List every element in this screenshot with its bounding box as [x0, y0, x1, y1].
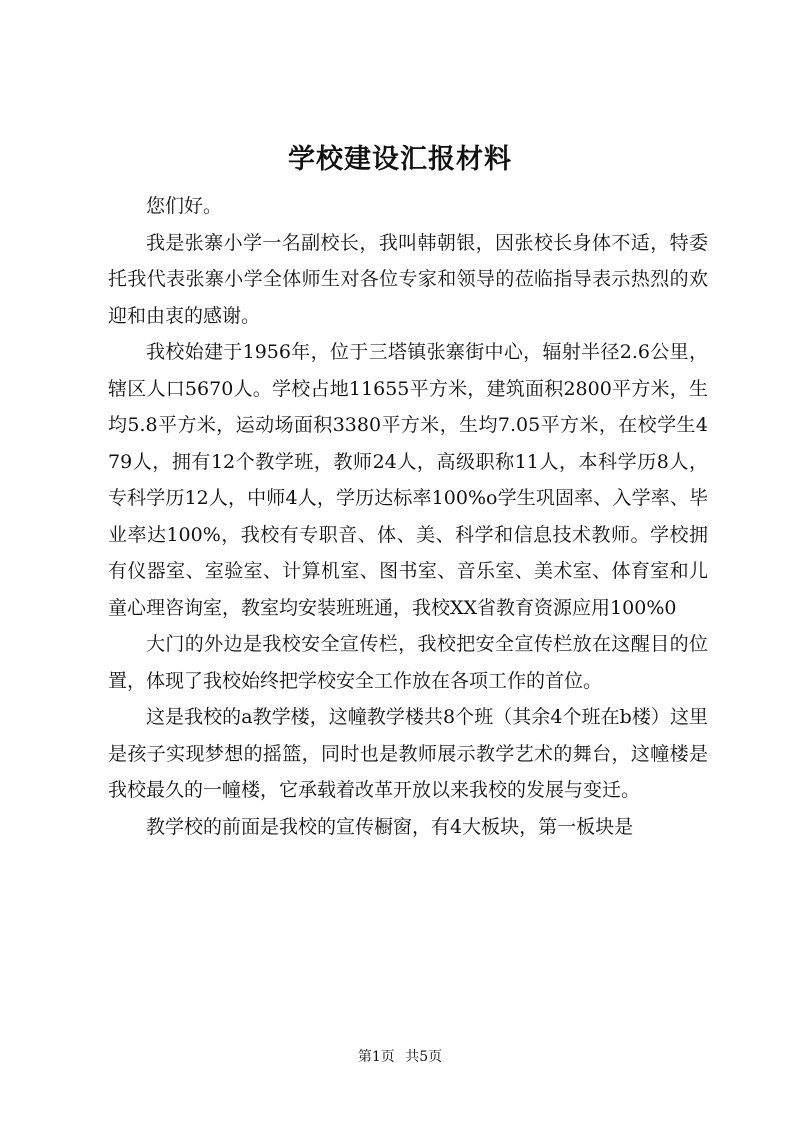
document-title: 学校建设汇报材料 [288, 144, 512, 175]
paragraph-showcase: 教学校的前面是我校的宣传橱窗，有4大板块，第一板块是 [146, 815, 634, 838]
paragraph-safety-board: 大门的外边是我校安全宣传栏，我校把安全宣传栏放在这醒目的位置，体现了我校始终把学校安全工作放在各项工作的首位。 [108, 633, 708, 692]
paragraph-introduction: 我是张寨小学一名副校长，我叫韩朝银，因张校长身体不适，特委托我代表张寨小学全体师生对各位专家和领导的莅临指导表示热烈的欢迎和由衷的感谢。 [108, 231, 708, 327]
document-body [108, 188, 708, 845]
total-pages: 共5页 [405, 1049, 443, 1065]
page-footer [0, 1047, 800, 1067]
paragraph-school-overview: 我校始建于1956年，位于三塔镇张寨街中心，辐射半径2.6公里，辖区人口5670人。学校占地11655平方米，建筑面积2800平方米，生均5.8平方米，运动场面积3380平方米，生均7.05平方米，在校学生479人，拥有12个教学班，教师24人，高级职称11人，本科学历8人，专科学历12人，中师4人，学历达标率100%o学生巩固率、入学率、毕业率达100%，我校有专职音、体、美、科学和信息技术教师。学校拥有仪器室、室验室、计算机室、图书室、音乐室、美术室、体育室和儿童心理咨询室，教室均安装班班通，我校XX省教育资源应用100%0 [108, 341, 708, 619]
page-number: 第1页 [357, 1049, 395, 1065]
paragraph-teaching-building: 这是我校的a教学楼，这幢教学楼共8个班（其余4个班在b楼）这里是孩子实现梦想的摇篮，同时也是教师展示教学艺术的舞台，这幢楼是我校最久的一幢楼，它承载着改革开放以来我校的发展与变迁。 [108, 706, 708, 801]
paragraph-greeting: 您们好。 [146, 195, 223, 217]
